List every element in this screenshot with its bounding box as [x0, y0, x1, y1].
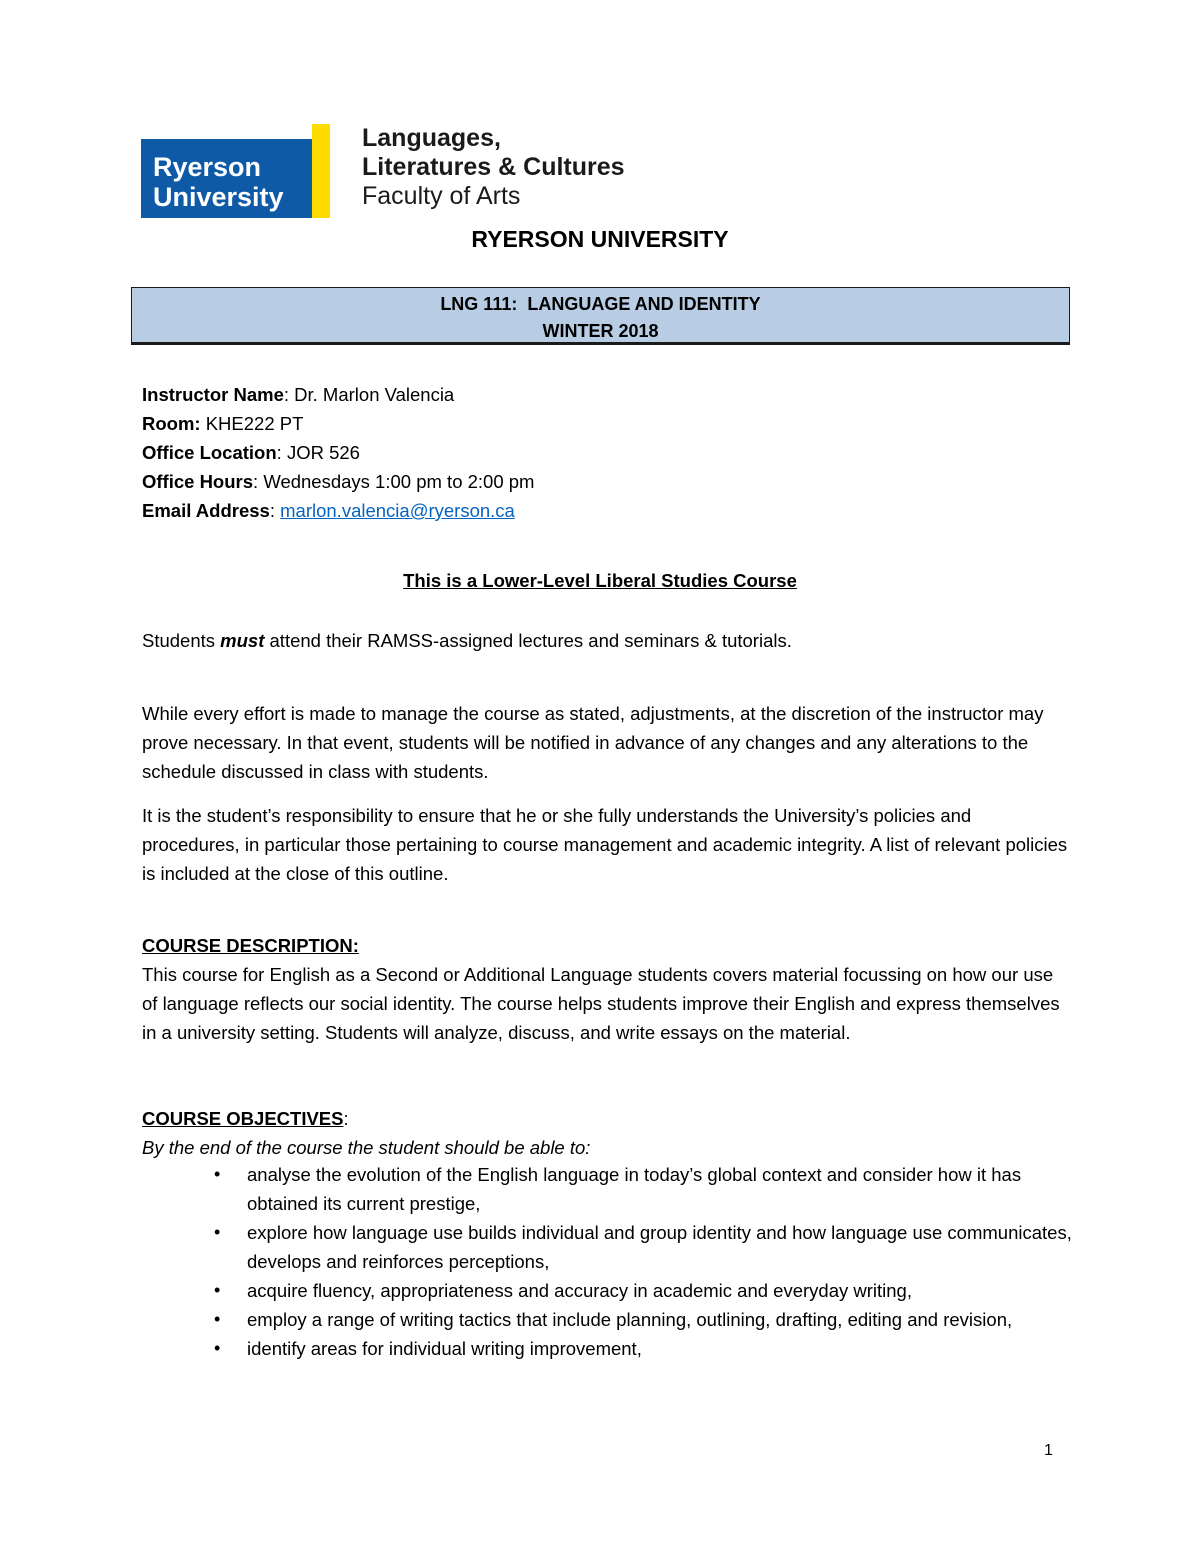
- office-location-row: Office Location: JOR 526: [142, 442, 360, 463]
- list-item: [142, 1218, 1072, 1276]
- logo-university-text: University: [153, 182, 284, 212]
- objective-text: identify areas for individual writing improvement,: [247, 1338, 642, 1359]
- liberal-studies-notice: This is a Lower-Level Liberal Studies Course: [403, 570, 797, 591]
- course-title-box: [131, 287, 1070, 345]
- logo-languages: Languages,: [362, 124, 501, 152]
- logo-literatures: Literatures & Cultures: [362, 153, 625, 181]
- bullet-icon: •: [214, 1280, 221, 1300]
- logo-department-text: [362, 124, 625, 211]
- office-location-value: JOR 526: [286, 442, 360, 463]
- attendance-must: must: [220, 630, 265, 651]
- room-row: [142, 409, 534, 438]
- objective-text: explore how language use builds individual and group identity and how language use communicates, develops and reinforces perceptions,: [247, 1222, 1072, 1272]
- office-location-label: Office Location: [142, 442, 277, 463]
- instructor-name-value: Dr. Marlon Valencia: [294, 384, 455, 405]
- course-objectives-colon: :: [343, 1108, 349, 1129]
- objective-text: acquire fluency, appropriateness and accuracy in academic and everyday writing,: [247, 1280, 912, 1301]
- university-title: RYERSON UNIVERSITY: [471, 226, 729, 252]
- list-item: [142, 1276, 1072, 1305]
- instructor-info: [142, 380, 534, 525]
- responsibility-paragraph: It is the student’s responsibility to ensure that he or she fully understands the University’s policies and procedures, in particular those pertaining to course management and academic integrity. A list of relevant policies is included at the close of this outline.: [142, 805, 1068, 884]
- objectives-list: [142, 1160, 1072, 1363]
- list-item: [142, 1305, 1072, 1334]
- email-link[interactable]: marlon.valencia@ryerson.ca: [280, 500, 515, 521]
- course-objectives-intro: By the end of the course the student should be able to:: [142, 1137, 591, 1158]
- logo-yellow-bar: [312, 124, 330, 218]
- attendance-text-end: attend their RAMSS-assigned lectures and seminars & tutorials.: [264, 630, 792, 651]
- bullet-icon: •: [214, 1309, 221, 1329]
- list-item: [142, 1334, 1072, 1363]
- office-hours-label: Office Hours: [142, 471, 254, 492]
- course-term: WINTER 2018: [542, 321, 659, 341]
- course-code-title: LNG 111: LANGUAGE AND IDENTITY: [440, 294, 761, 314]
- ryerson-lll-logo: [141, 124, 657, 220]
- room-value: KHE222 PT: [205, 413, 304, 434]
- course-objectives-section: [142, 1104, 1072, 1162]
- course-objectives-heading: COURSE OBJECTIVES: [142, 1108, 344, 1129]
- attendance-statement: [142, 626, 1072, 655]
- instructor-name-label: Instructor Name: [142, 384, 284, 405]
- course-description-section: [142, 931, 1072, 1047]
- attendance-text-start: Students: [142, 630, 221, 651]
- logo-ryerson-text: Ryerson: [153, 152, 262, 182]
- email-row: Email Address: marlon.valencia@ryerson.ca: [142, 500, 515, 521]
- list-item: [142, 1160, 1072, 1218]
- adjustments-paragraph: While every effort is made to manage the course as stated, adjustments, at the discretion of the instructor may prove necessary. In that event, students will be notified in advance of any changes and any alterations to the schedule discussed in class with students.: [142, 703, 1044, 782]
- office-hours-value: Wednesdays 1:00 pm to 2:00 pm: [263, 471, 535, 492]
- room-label: Room:: [142, 413, 201, 434]
- page-number: 1: [1044, 1442, 1053, 1459]
- course-description-heading: COURSE DESCRIPTION:: [142, 935, 359, 956]
- bullet-icon: •: [214, 1338, 221, 1358]
- bullet-icon: •: [214, 1164, 221, 1184]
- instructor-name-row: Instructor Name: Dr. Marlon Valencia: [142, 384, 455, 405]
- logo-blue-block: [141, 139, 312, 218]
- logo-faculty: Faculty of Arts: [362, 182, 521, 210]
- objective-text: employ a range of writing tactics that include planning, outlining, drafting, editing and revision,: [247, 1309, 1013, 1330]
- email-label: Email Address: [142, 500, 270, 521]
- office-hours-row: Office Hours: Wednesdays 1:00 pm to 2:00 pm: [142, 471, 535, 492]
- bullet-icon: •: [214, 1222, 221, 1242]
- objective-text: analyse the evolution of the English language in today’s global context and consider how it has obtained its current prestige,: [247, 1164, 1022, 1214]
- course-description-text: This course for English as a Second or Additional Language students covers material focussing on how our use of language reflects our social identity. The course helps students improve their English and express themselves in a university setting. Students will analyze, discuss, and write essays on the material.: [142, 964, 1060, 1043]
